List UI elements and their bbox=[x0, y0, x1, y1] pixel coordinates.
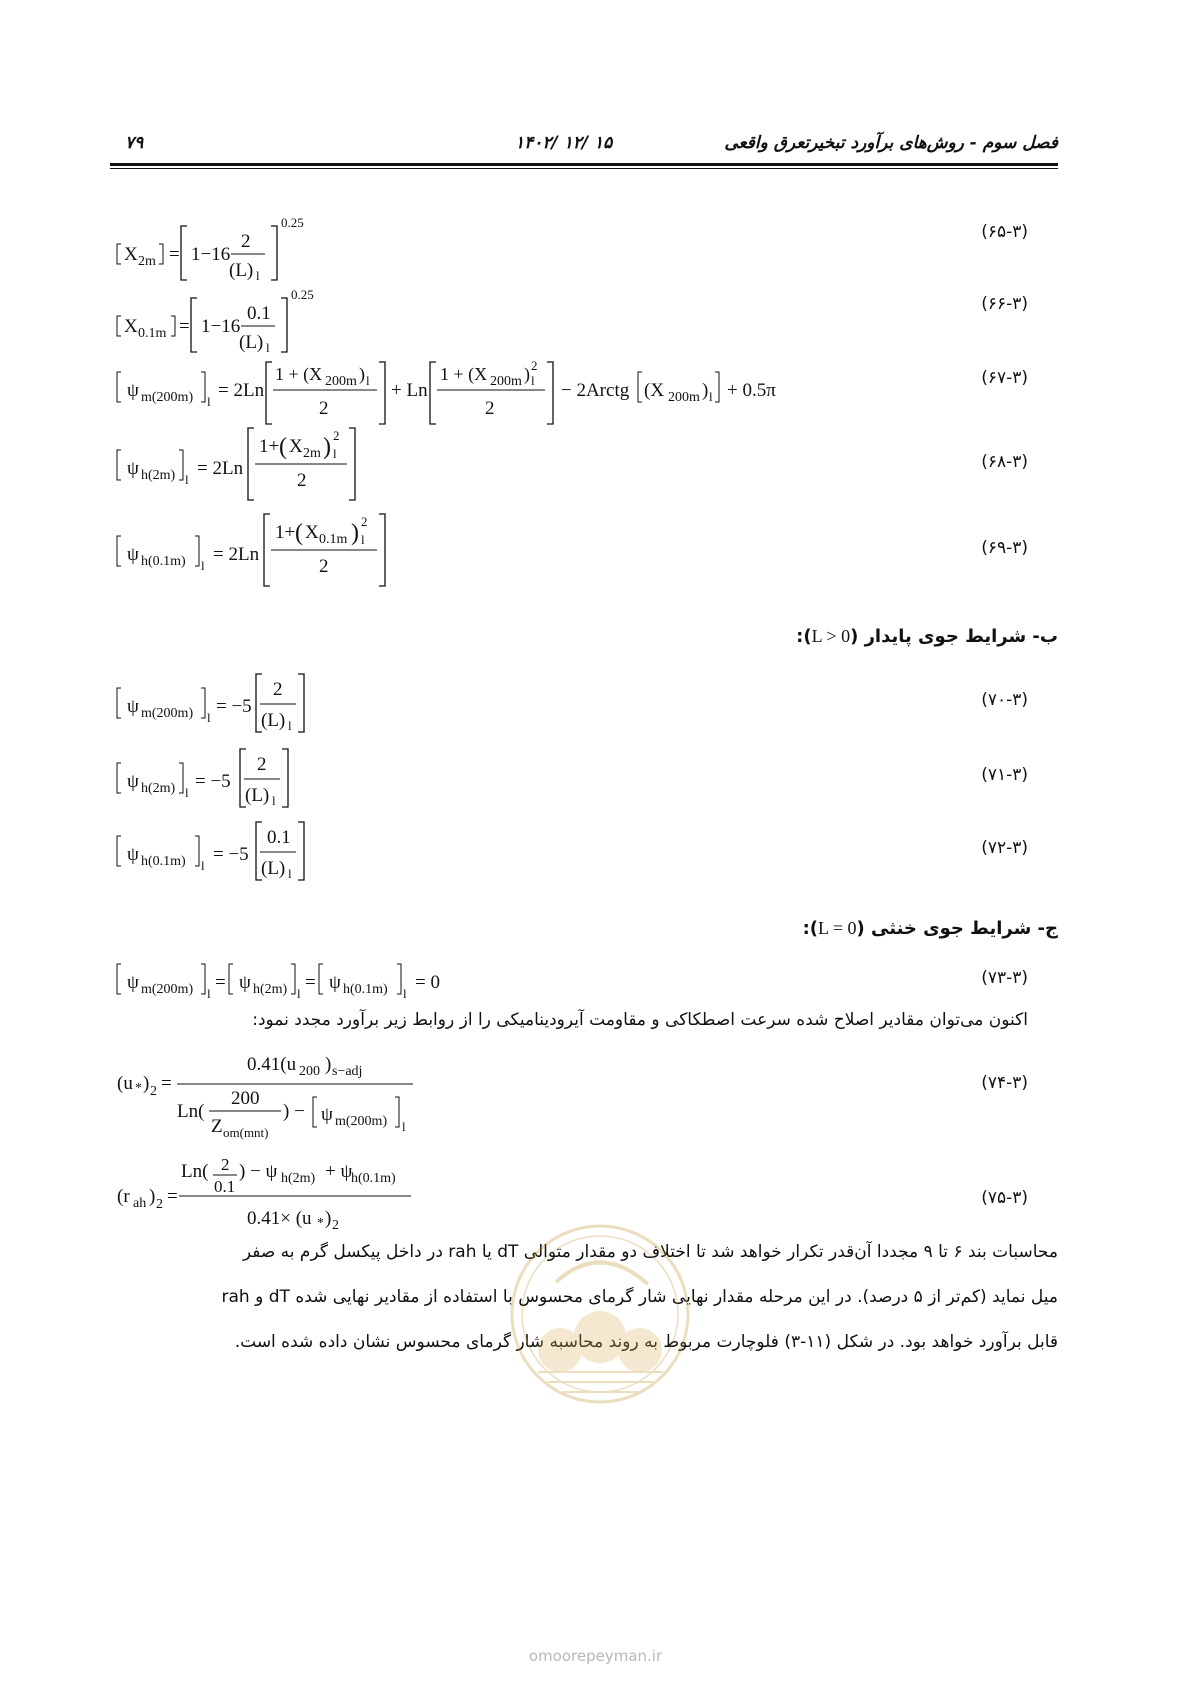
paragraph-line-3: قابل برآورد خواهد بود. در شکل (۱۱-۳) فلوچارت مربوط به روند محاسبه شار گرمای محسوس نشان داده شده است. bbox=[234, 1332, 1058, 1352]
svg-text:= −5: = −5 bbox=[195, 771, 231, 792]
svg-text:l: l bbox=[272, 793, 276, 808]
svg-text:ψ: ψ bbox=[127, 771, 139, 792]
svg-text:) −: ) − bbox=[283, 1101, 305, 1122]
equation-65 bbox=[115, 214, 375, 284]
svg-text:2: 2 bbox=[273, 679, 283, 700]
svg-text:=: = bbox=[305, 972, 316, 993]
svg-text:): ) bbox=[524, 364, 530, 384]
section-heading-neutral: ج- شرایط جوی خنثی (L = 0): bbox=[802, 918, 1058, 939]
svg-text:= 2Ln: = 2Ln bbox=[218, 380, 265, 401]
svg-text:2: 2 bbox=[531, 358, 538, 373]
svg-text:(X: (X bbox=[644, 380, 665, 401]
svg-text:2: 2 bbox=[319, 398, 329, 419]
equation-66 bbox=[115, 286, 375, 356]
svg-text:(L): (L) bbox=[239, 332, 264, 353]
svg-text:m(200m): m(200m) bbox=[141, 706, 194, 721]
svg-text:(L): (L) bbox=[229, 260, 254, 281]
svg-text:(u: (u bbox=[117, 1073, 133, 1094]
svg-text:Ln(: Ln( bbox=[181, 1161, 209, 1182]
svg-text:X: X bbox=[124, 316, 138, 337]
equation-number: (۷۰-۳) bbox=[981, 690, 1028, 710]
svg-text:om(mnt): om(mnt) bbox=[223, 1125, 269, 1140]
svg-text:*: * bbox=[317, 1216, 324, 1231]
svg-text:1−16: 1−16 bbox=[201, 316, 241, 337]
svg-text:h(2m): h(2m) bbox=[141, 781, 176, 796]
svg-text:): ) bbox=[323, 434, 331, 460]
equation-number: (۶۵-۳) bbox=[981, 222, 1028, 242]
svg-text:200: 200 bbox=[299, 1064, 320, 1079]
svg-text:+ ψ: + ψ bbox=[325, 1161, 353, 1182]
svg-text:*: * bbox=[135, 1081, 142, 1096]
svg-text:m(200m): m(200m) bbox=[141, 982, 194, 997]
svg-text:2: 2 bbox=[156, 1197, 163, 1212]
svg-text:200m: 200m bbox=[325, 374, 357, 389]
header-date: ۱۴۰۲/ ۱۲/ ۱۵ bbox=[515, 133, 613, 153]
svg-text:0.25: 0.25 bbox=[281, 215, 304, 230]
svg-text:l: l bbox=[297, 986, 301, 1001]
equation-number: (۷۱-۳) bbox=[981, 765, 1028, 785]
equation-number: (۶۶-۳) bbox=[981, 294, 1028, 314]
svg-text:X: X bbox=[305, 522, 319, 543]
svg-text:): ) bbox=[351, 520, 359, 546]
svg-text:h(2m): h(2m) bbox=[253, 982, 288, 997]
paragraph-line-2: میل نماید (کم‌تر از ۵ درصد). در این مرحله مقدار نهایی شار گرمای محسوس با استفاده از مقادیر نهایی شده dT و rah bbox=[221, 1287, 1058, 1307]
watermark-url: omoorepeyman.ir bbox=[528, 1647, 663, 1665]
svg-text:h(0.1m): h(0.1m) bbox=[351, 1171, 396, 1186]
equation-68 bbox=[115, 424, 415, 506]
equation-75 bbox=[115, 1152, 435, 1232]
svg-text:l: l bbox=[201, 558, 205, 573]
svg-text:): ) bbox=[359, 364, 365, 384]
svg-text:2: 2 bbox=[333, 428, 340, 443]
svg-text:Ln(: Ln( bbox=[177, 1101, 205, 1122]
equation-73 bbox=[115, 956, 515, 1000]
svg-text:(L): (L) bbox=[245, 785, 270, 806]
svg-text:=: = bbox=[215, 972, 226, 993]
svg-text:ψ: ψ bbox=[127, 544, 139, 565]
equation-70 bbox=[115, 670, 375, 736]
svg-text:h(0.1m): h(0.1m) bbox=[141, 854, 186, 869]
svg-text:ψ: ψ bbox=[321, 1104, 333, 1125]
header-rule-thin bbox=[110, 168, 1058, 169]
svg-text:200m: 200m bbox=[668, 390, 700, 405]
svg-text:= 2Ln: = 2Ln bbox=[213, 544, 260, 565]
svg-text:+ Ln: + Ln bbox=[391, 380, 428, 401]
svg-text:(L): (L) bbox=[261, 710, 286, 731]
svg-text:= −5: = −5 bbox=[213, 844, 249, 865]
svg-text:m(200m): m(200m) bbox=[335, 1114, 388, 1129]
svg-text:X: X bbox=[289, 436, 303, 457]
svg-text:1+: 1+ bbox=[275, 522, 296, 543]
svg-text:l: l bbox=[266, 340, 270, 355]
svg-text:+ 0.5π: + 0.5π bbox=[727, 380, 776, 401]
equation-number: (۶۷-۳) bbox=[981, 368, 1028, 388]
watermark-logo bbox=[508, 1222, 693, 1407]
svg-text:2: 2 bbox=[361, 514, 368, 529]
svg-text:2: 2 bbox=[257, 754, 267, 775]
svg-text:Z: Z bbox=[211, 1116, 223, 1137]
svg-text:1+: 1+ bbox=[259, 436, 280, 457]
svg-text:l: l bbox=[207, 986, 211, 1001]
svg-text:= 2Ln: = 2Ln bbox=[197, 458, 244, 479]
svg-text:0.25: 0.25 bbox=[291, 287, 314, 302]
svg-text:ψ: ψ bbox=[127, 380, 139, 401]
svg-text:h(2m): h(2m) bbox=[281, 1171, 316, 1186]
svg-text:): ) bbox=[149, 1186, 156, 1207]
svg-text:l: l bbox=[185, 472, 189, 487]
svg-text:2: 2 bbox=[485, 398, 495, 419]
svg-text:1−16: 1−16 bbox=[191, 244, 231, 265]
svg-text:h(0.1m): h(0.1m) bbox=[343, 982, 388, 997]
svg-text:2: 2 bbox=[221, 1155, 230, 1174]
svg-text:l: l bbox=[256, 268, 260, 283]
equation-number: (۷۲-۳) bbox=[981, 838, 1028, 858]
equation-72 bbox=[115, 818, 375, 884]
svg-text:2: 2 bbox=[297, 470, 307, 491]
svg-text:l: l bbox=[333, 446, 337, 461]
svg-text:l: l bbox=[288, 718, 292, 733]
svg-text:X: X bbox=[124, 244, 138, 265]
svg-text:0.1m: 0.1m bbox=[138, 326, 167, 341]
svg-text:): ) bbox=[325, 1054, 332, 1075]
svg-text:2: 2 bbox=[332, 1218, 339, 1233]
svg-text:ψ: ψ bbox=[329, 972, 341, 993]
equation-67 bbox=[115, 358, 875, 428]
page-number: ۷۹ bbox=[125, 133, 144, 153]
svg-text:l: l bbox=[201, 858, 205, 873]
equation-74 bbox=[115, 1040, 435, 1146]
svg-text:0.1: 0.1 bbox=[267, 827, 291, 848]
svg-text:= −5: = −5 bbox=[216, 696, 252, 717]
svg-text:2m: 2m bbox=[303, 446, 321, 461]
svg-text:ψ: ψ bbox=[127, 458, 139, 479]
svg-text:− 2Arctg: − 2Arctg bbox=[561, 380, 630, 401]
svg-text:h(2m): h(2m) bbox=[141, 468, 176, 483]
svg-text:m(200m): m(200m) bbox=[141, 390, 194, 405]
svg-text:s−adj: s−adj bbox=[332, 1064, 363, 1079]
svg-text:= 0: = 0 bbox=[415, 972, 440, 993]
equation-71 bbox=[115, 745, 355, 811]
section-heading-stable: ب- شرایط جوی پایدار (L > 0): bbox=[796, 626, 1058, 647]
svg-text:h(0.1m): h(0.1m) bbox=[141, 554, 186, 569]
svg-text:l: l bbox=[207, 710, 211, 725]
equation-number: (۶۸-۳) bbox=[981, 452, 1028, 472]
svg-text:0.1m: 0.1m bbox=[319, 532, 348, 547]
svg-text:l: l bbox=[531, 373, 535, 388]
svg-text:l: l bbox=[288, 866, 292, 881]
svg-text:2m: 2m bbox=[138, 254, 156, 269]
paragraph-line-1: محاسبات بند ۶ تا ۹ مجددا آن‌قدر تکرار خواهد شد تا اختلاف دو مقدار متوالی dT یا rah در داخل پیکسل گرم به صفر bbox=[242, 1242, 1058, 1262]
svg-text:2: 2 bbox=[241, 231, 251, 252]
svg-text:l: l bbox=[366, 373, 370, 388]
svg-text:l: l bbox=[709, 389, 713, 404]
svg-text:=: = bbox=[179, 316, 190, 337]
svg-text:200m: 200m bbox=[490, 374, 522, 389]
svg-text:): ) bbox=[143, 1073, 150, 1094]
svg-text:200: 200 bbox=[231, 1088, 260, 1109]
equation-69 bbox=[115, 510, 435, 592]
svg-text:=: = bbox=[169, 244, 180, 265]
svg-text:ψ: ψ bbox=[127, 972, 139, 993]
equation-number: (۶۹-۳) bbox=[981, 538, 1028, 558]
svg-text:0.41× (u: 0.41× (u bbox=[247, 1208, 312, 1229]
svg-text:(L): (L) bbox=[261, 858, 286, 879]
equation-number: (۷۵-۳) bbox=[981, 1188, 1028, 1208]
svg-text:ψ: ψ bbox=[127, 844, 139, 865]
svg-text:ψ: ψ bbox=[239, 972, 251, 993]
svg-text:): ) bbox=[325, 1208, 332, 1229]
svg-text:0.1: 0.1 bbox=[247, 303, 271, 324]
svg-text:l: l bbox=[185, 785, 189, 800]
svg-text:l: l bbox=[207, 394, 211, 409]
svg-text:2: 2 bbox=[319, 556, 329, 577]
svg-text:(r: (r bbox=[117, 1186, 130, 1207]
chapter-title: فصل سوم - روش‌های برآورد تبخیرتعرق واقعی bbox=[724, 133, 1058, 153]
svg-text:0.1: 0.1 bbox=[214, 1177, 236, 1196]
equation-number: (۷۴-۳) bbox=[981, 1073, 1028, 1093]
equation-number: (۷۳-۳) bbox=[981, 968, 1028, 988]
svg-text:(: ( bbox=[295, 520, 303, 546]
svg-text:): ) bbox=[702, 380, 709, 401]
svg-text:l: l bbox=[361, 532, 365, 547]
svg-text:ah: ah bbox=[133, 1196, 147, 1211]
svg-text:1 + (X: 1 + (X bbox=[440, 364, 488, 384]
svg-text:=: = bbox=[167, 1186, 178, 1207]
header-rule bbox=[110, 163, 1058, 166]
svg-text:=: = bbox=[161, 1073, 172, 1094]
svg-text:0.41(u: 0.41(u bbox=[247, 1054, 297, 1075]
svg-text:) − ψ: ) − ψ bbox=[239, 1161, 278, 1182]
svg-text:l: l bbox=[402, 1119, 406, 1134]
svg-text:1 + (X: 1 + (X bbox=[275, 364, 323, 384]
paragraph-intro: اکنون می‌توان مقادیر اصلاح شده سرعت اصطکاکی و مقاومت آیرودینامیکی را از روابط زیر برآورد مجدد نمود: bbox=[252, 1010, 1028, 1030]
svg-text:(: ( bbox=[279, 434, 287, 460]
svg-text:l: l bbox=[403, 986, 407, 1001]
svg-text:ψ: ψ bbox=[127, 696, 139, 717]
svg-text:2: 2 bbox=[150, 1084, 157, 1099]
